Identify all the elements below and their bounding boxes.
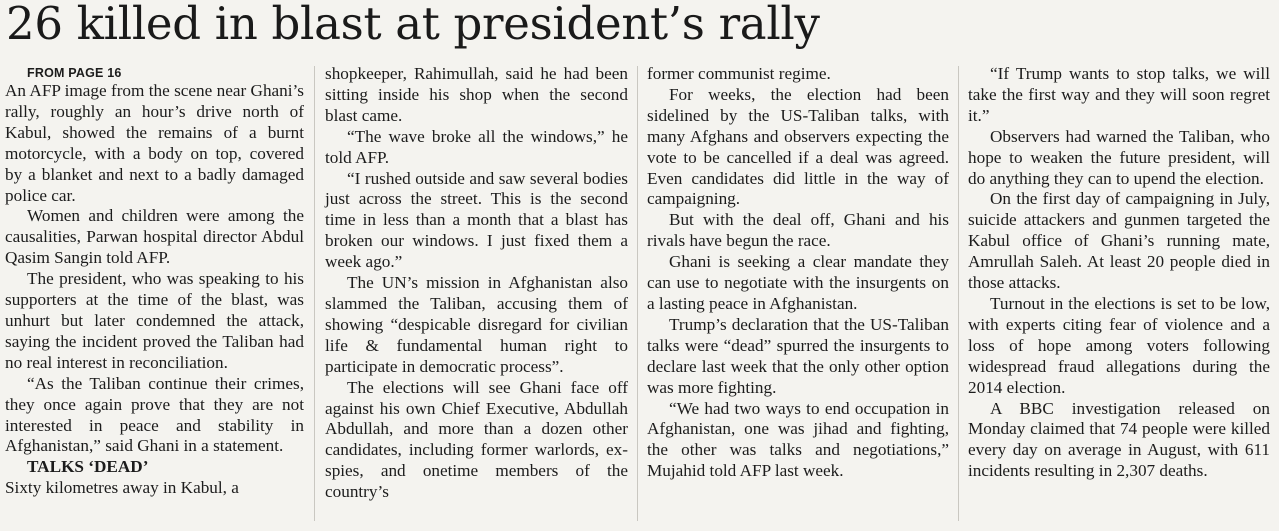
jump-label: FROM PAGE 16 bbox=[27, 66, 122, 80]
paragraph: “I rushed outside and saw several bodies just across the street. This is the second time in less than a month that a blast has broken our windows. I just fixed them a week ago.” bbox=[325, 168, 628, 272]
column-divider bbox=[958, 66, 959, 521]
article-column-4 bbox=[968, 64, 1270, 482]
paragraph: But with the deal off, Ghani and his rivals have begun the race. bbox=[647, 210, 949, 251]
paragraph: “As the Taliban continue their crimes, they once again prove that they are not interested in peace and stability in Afghanistan,” said Ghani in a statement. bbox=[5, 373, 304, 456]
paragraph: The elections will see Ghani face off against his own Chief Executive, Abdullah Abdullah, and more than a dozen other candidates, including former warlords, ex-spies, and onetime members of the country’s bbox=[325, 377, 628, 502]
paragraph: “If Trump wants to stop talks, we will take the first way and they will soon regret it.” bbox=[968, 64, 1270, 125]
paragraph: Women and children were among the causalities, Parwan hospital director Abdul Qasim Sangin told AFP. bbox=[5, 206, 304, 268]
subhead: TALKS ‘DEAD’ bbox=[27, 457, 149, 477]
article-column-1 bbox=[5, 66, 304, 499]
paragraph: A BBC investigation released on Monday claimed that 74 people were killed every day on average in August, with 611 incidents resulting in 2,307 deaths. bbox=[968, 398, 1270, 481]
paragraph: The UN’s mission in Afghanistan also slammed the Taliban, accusing them of showing “despicable disregard for civilian life & fundamental human right to participate in democratic process”. bbox=[325, 273, 628, 376]
paragraph: Sixty kilometres away in Kabul, a bbox=[5, 478, 239, 498]
paragraph: former communist regime. bbox=[647, 64, 831, 83]
paragraph: Ghani is seeking a clear mandate they can use to negotiate with the insurgents on a lasting peace in Afghanistan. bbox=[647, 252, 949, 313]
headline: 26 killed in blast at president’s rally bbox=[6, 0, 820, 50]
paragraph: For weeks, the election had been sidelined by the US-Taliban talks, with many Afghans and observers expecting the vote to be cancelled if a deal was agreed. Even candidates did little in the way of campaigning. bbox=[647, 84, 949, 209]
paragraph: An AFP image from the scene near Ghani’s rally, roughly an hour’s drive north of Kabul, showed the remains of a burnt motorcycle, with a body on top, covered by a blanket and next to a badly damaged police car. bbox=[5, 81, 304, 205]
paragraph: On the first day of campaigning in July, suicide attackers and gunmen targeted the Kabul office of Ghani’s running mate, Amrullah Saleh. At least 20 people died in those attacks. bbox=[968, 189, 1270, 293]
paragraph: Trump’s declaration that the US-Taliban talks were “dead” spurred the insurgents to declare last week that the only other option was more fighting. bbox=[647, 314, 949, 397]
article-column-2 bbox=[325, 64, 628, 503]
paragraph: Observers had warned the Taliban, who hope to weaken the future president, will do anything they can to upend the election. bbox=[968, 126, 1270, 188]
paragraph: Turnout in the elections is set to be low, with experts citing fear of violence and a loss of hope among voters following widespread fraud allegations during the 2014 election. bbox=[968, 293, 1270, 397]
column-divider bbox=[637, 66, 638, 521]
column-divider bbox=[314, 66, 315, 521]
paragraph: shopkeeper, Rahimullah, said he had been sitting inside his shop when the second blast came. bbox=[325, 64, 628, 125]
article-column-3 bbox=[647, 64, 949, 482]
paragraph: “The wave broke all the windows,” he told AFP. bbox=[325, 126, 628, 167]
paragraph: “We had two ways to end occupation in Afghanistan, one was jihad and fighting, the other was talks and negotiations,” Mujahid told AFP last week. bbox=[647, 398, 949, 481]
paragraph: The president, who was speaking to his supporters at the time of the blast, was unhurt but later condemned the attack, saying the incident proved the Taliban had no real interest in reconciliation. bbox=[5, 269, 304, 372]
